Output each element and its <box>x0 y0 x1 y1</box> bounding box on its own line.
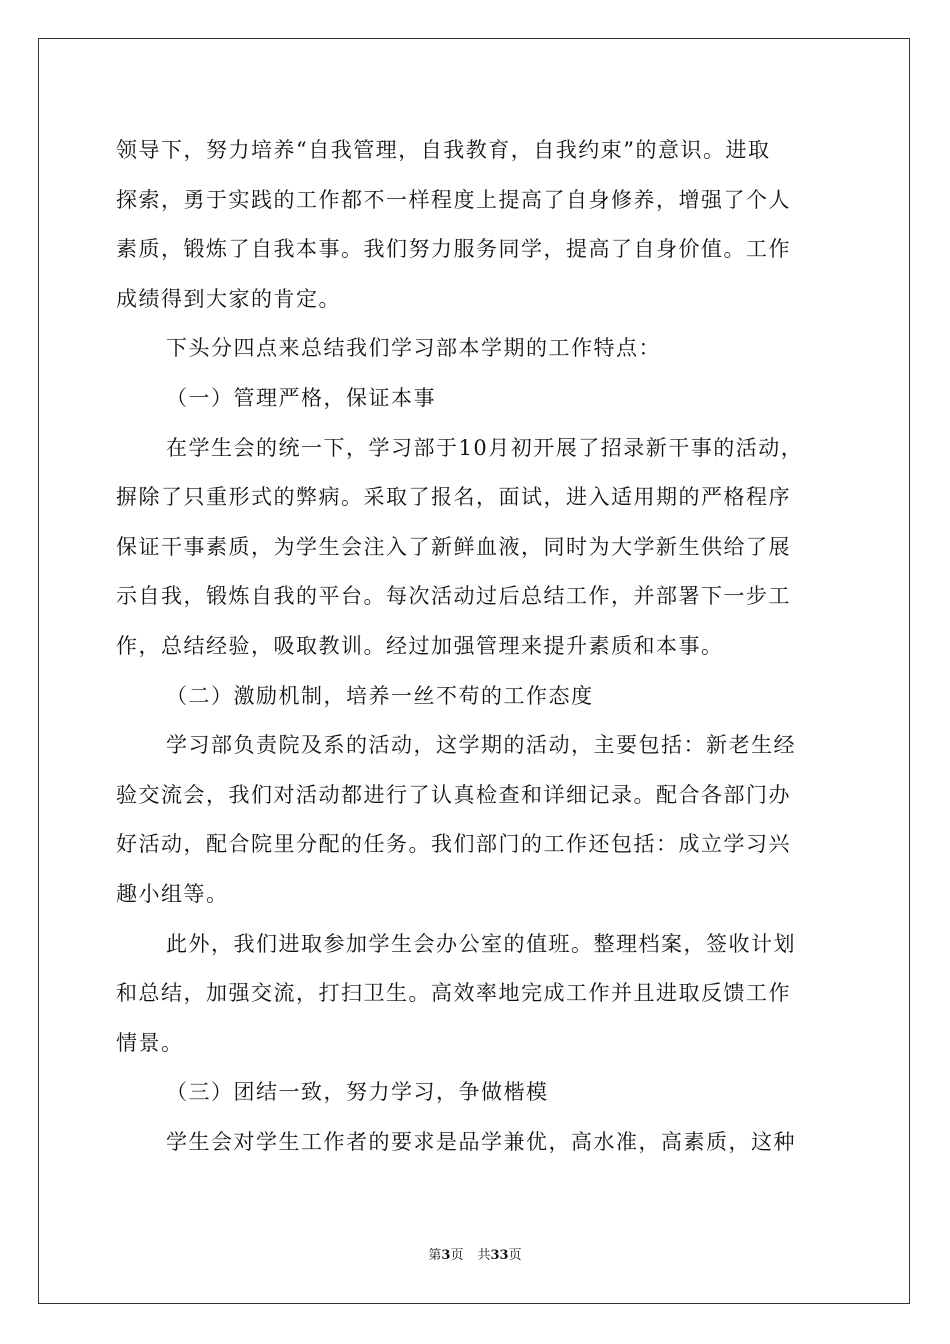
text-line: 领导下，努力培养“自我管理，自我教育，自我约束”的意识。进取 <box>116 138 771 162</box>
text-line: 在学生会的统一下，学习部于10月初开展了招录新干事的活动， <box>166 435 804 460</box>
document-body <box>116 126 836 1167</box>
text-line: 学生会对学生工作者的要求是品学兼优，高水准，高素质，这种 <box>166 1129 796 1154</box>
page-footer <box>0 1244 950 1263</box>
text-line: 此外，我们进取参加学生会办公室的值班。整理档案，签收计划 <box>166 931 796 956</box>
page-number: 3 <box>441 1248 451 1263</box>
total-suffix: 页 <box>508 1248 522 1263</box>
text-line: 保证干事素质，为学生会注入了新鲜血液，同时为大学新生供给了展 <box>116 534 791 559</box>
text-line: （二）激励机制，培养一丝不苟的工作态度 <box>166 683 594 708</box>
total-prefix: 共 <box>477 1248 491 1263</box>
text-line: 情景。 <box>116 1030 184 1055</box>
page-suffix: 页 <box>450 1248 464 1263</box>
text-line: （三）团结一致，努力学习，争做楷模 <box>166 1080 549 1105</box>
text-line: 作，总结经验，吸取教训。经过加强管理来提升素质和本事。 <box>116 633 724 658</box>
text-line: 成绩得到大家的肯定。 <box>116 286 341 311</box>
text-line: （一）管理严格，保证本事 <box>166 385 436 410</box>
text-line: 验交流会，我们对活动都进行了认真检查和详细记录。配合各部门办 <box>116 782 791 807</box>
text-line: 摒除了只重形式的弊病。采取了报名，面试，进入适用期的严格程序 <box>116 485 791 510</box>
total-pages: 33 <box>490 1248 509 1263</box>
text-line: 下头分四点来总结我们学习部本学期的工作特点： <box>166 336 661 361</box>
text-line: 示自我，锻炼自我的平台。每次活动过后总结工作，并部署下一步工 <box>116 584 791 609</box>
page-prefix: 第 <box>428 1248 442 1263</box>
text-line: 探索，勇于实践的工作都不一样程度上提高了自身修养，增强了个人 <box>116 187 791 212</box>
text-line: 学习部负责院及系的活动，这学期的活动，主要包括：新老生经 <box>166 733 796 758</box>
text-line: 和总结，加强交流，打扫卫生。高效率地完成工作并且进取反馈工作 <box>116 981 791 1006</box>
text-line: 素质，锻炼了自我本事。我们努力服务同学，提高了自身价值。工作 <box>116 237 791 262</box>
text-line: 趣小组等。 <box>116 881 229 906</box>
text-line: 好活动，配合院里分配的任务。我们部门的工作还包括：成立学习兴 <box>116 832 791 857</box>
